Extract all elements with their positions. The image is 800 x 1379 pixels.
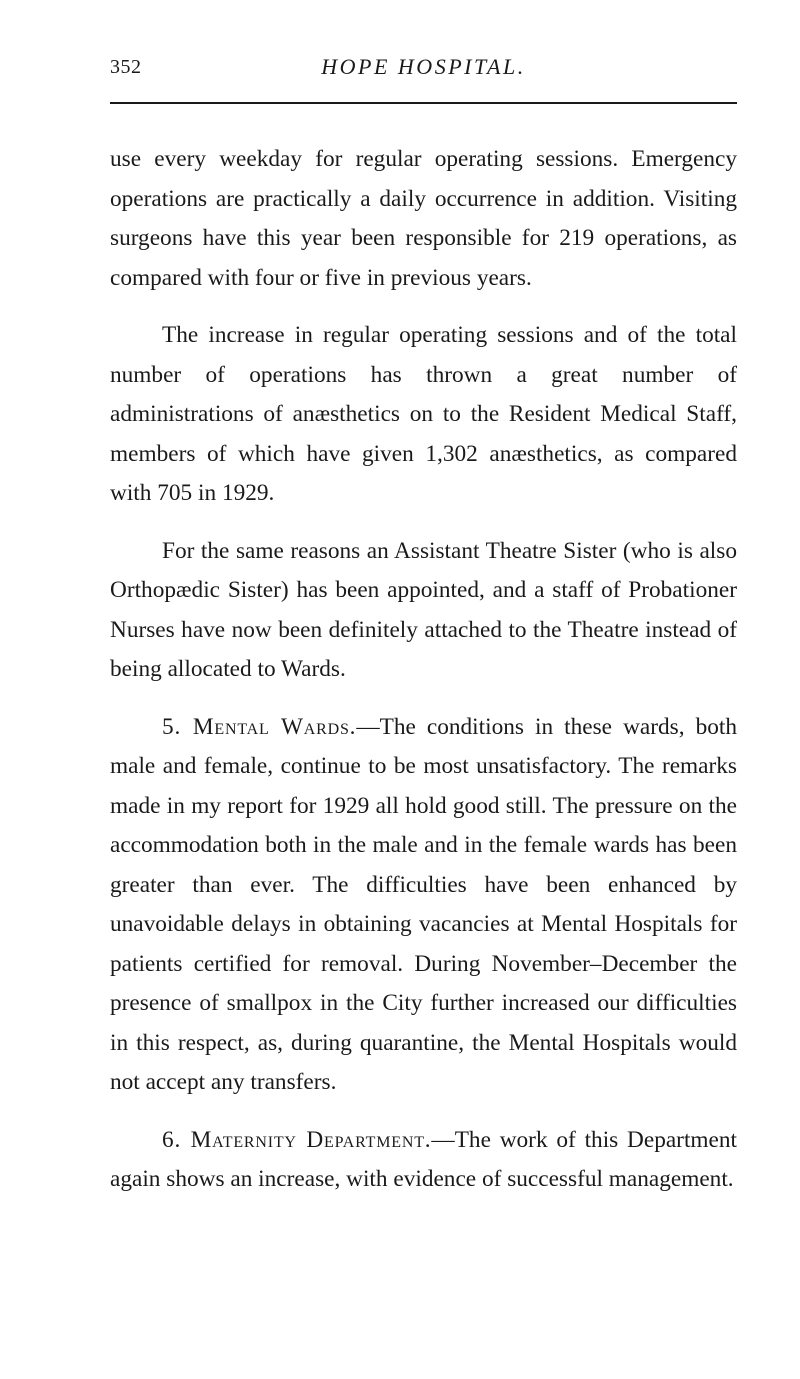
paragraph-text: The increase in regular operating sessions and of the total number of operations has thrown a great number of administrations of anæsthetics on to the Resident Medical Staff, members of which have given 1,302 anæsthetics, as compared with 705 in 1929. [110,322,737,506]
body-text [110,140,737,1218]
paragraph-text: use every weekday for regular operating sessions. Emergency operations are practically a daily occurrence in addition. Visiting surgeons have this year been responsible for 219 operations, as compared with four or five in previous years. [110,146,737,291]
section-mental-wards [110,708,737,1103]
section-heading: 6. Maternity Department. [162,1126,432,1153]
paragraph-text: —The conditions in these wards, both male and female, continue to be most unsatisfactory. The remarks made in my report for 1929 all hold good still. The pressure on the accommodation both in the male and in the female wards has been greater than ever. The difficulties have been enhanced by unavoidable delays in obtaining vacancies at Mental Hospitals for patients certified for removal. During November–December the presence of smallpox in the City further increased our difficulties in this respect, as, during quarantine, the Mental Hospitals would not accept any transfers. [110,713,738,1095]
section-maternity-department [110,1121,737,1200]
section-heading: 5. Mental Wards. [162,713,357,740]
running-header [110,42,737,82]
paragraph-continued [110,140,737,298]
paragraph-text: For the same reasons an Assistant Theatre Sister (who is also Orthopædic Sister) has been appointed, and a staff of Probationer Nurses have now been definitely attached to the Theatre instead of being allocated to Wards. [110,537,737,682]
header-rule [110,102,737,104]
paragraph [110,316,737,514]
paragraph [110,532,737,690]
page-number: 352 [110,56,142,78]
paragraph-text: —The work of this Department again shows an increase, with evidence of successful management. [110,1126,737,1192]
running-title: HOPE HOSPITAL. [321,54,526,79]
